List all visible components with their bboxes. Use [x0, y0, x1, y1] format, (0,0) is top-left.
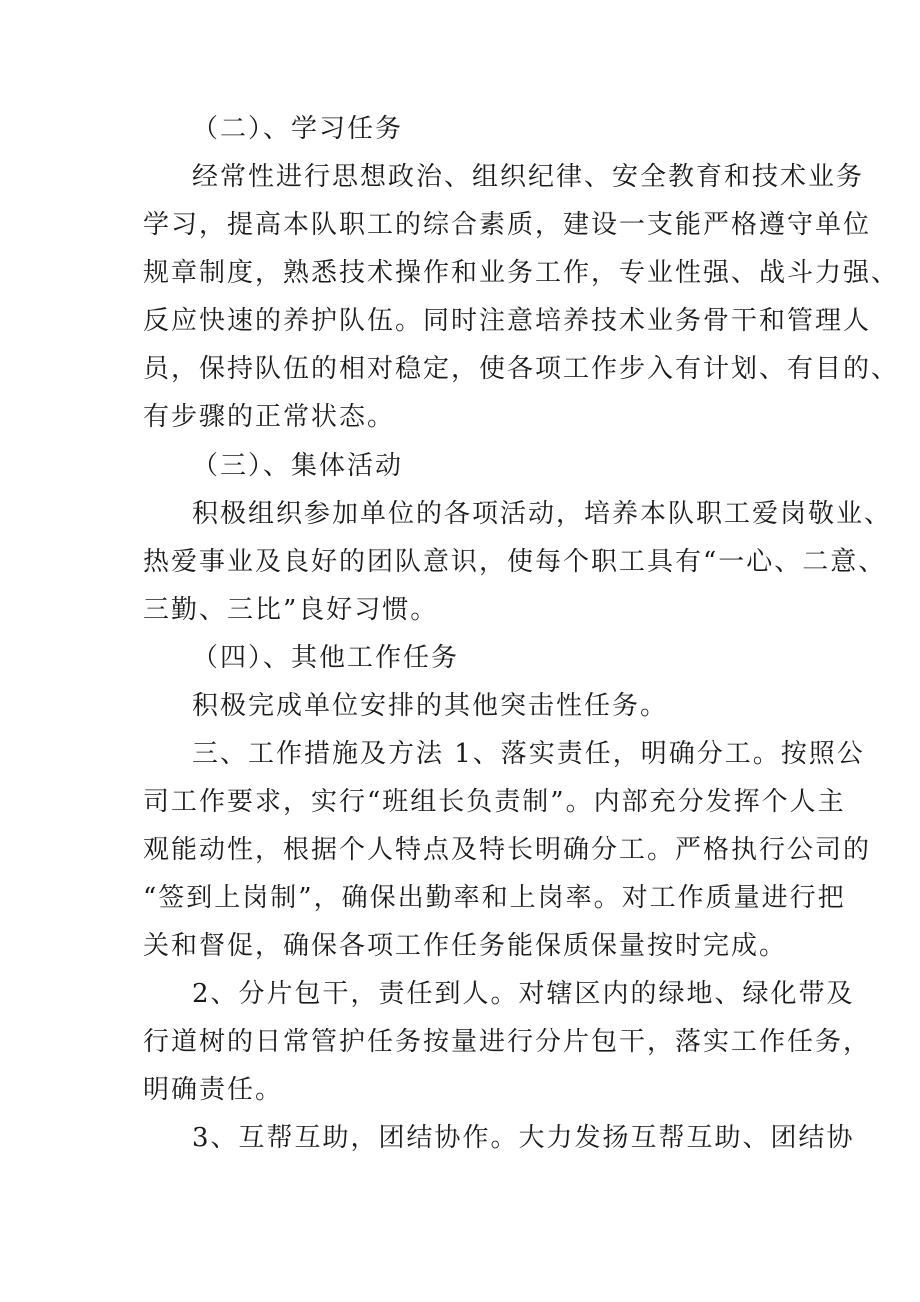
paragraph-line: 员，保持队伍的相对稳定，使各项工作步入有计划、有目的、 — [143, 354, 900, 384]
paragraph-line: 3、互帮互助，团结协作。大力发扬互帮互助、团结协 — [192, 1123, 855, 1153]
paragraph-line: 三勤、三比”良好习惯。 — [143, 595, 439, 625]
paragraph-line: 2、分片包干，责任到人。对辖区内的绿地、绿化带及 — [192, 979, 855, 1009]
paragraph-line: 积极组织参加单位的各项活动，培养本队职工爱岗敬业、 — [192, 499, 893, 529]
paragraph-line: 热爱事业及良好的团队意识，使每个职工具有“一心、二意、 — [143, 547, 887, 577]
section-heading-other-tasks: （四）、其他工作任务 — [192, 643, 460, 673]
paragraph-line: 经常性进行思想政治、组织纪律、安全教育和技术业务 — [192, 162, 865, 192]
paragraph-line: 观能动性，根据个人特点及特长明确分工。严格执行公司的 — [143, 835, 872, 865]
paragraph-line: 学习，提高本队职工的综合素质，建设一支能严格遵守单位 — [143, 210, 872, 240]
paragraph-line: 行道树的日常管护任务按量进行分片包干，落实工作任务， — [143, 1027, 872, 1057]
paragraph-line: 反应快速的养护队伍。同时注意培养技术业务骨干和管理人 — [143, 306, 872, 336]
section-heading-measures: 三、工作措施及方法 1、落实责任，明确分工。按照公 — [192, 739, 865, 769]
paragraph-line: 明确责任。 — [143, 1075, 284, 1105]
paragraph-line: “签到上岗制”，确保出勤率和上岗率。对工作质量进行把 — [143, 883, 846, 913]
paragraph-line: 关和督促，确保各项工作任务能保质保量按时完成。 — [143, 931, 788, 961]
paragraph-line: 规章制度，熟悉技术操作和业务工作，专业性强、战斗力强、 — [143, 258, 900, 288]
section-heading-group-activities: （三）、集体活动 — [192, 451, 404, 481]
paragraph-line: 有步骤的正常状态。 — [143, 402, 396, 432]
paragraph-line: 司工作要求，实行“班组长负责制”。内部充分发挥个人主 — [143, 787, 846, 817]
section-heading-study-tasks: （二）、学习任务 — [192, 114, 404, 144]
paragraph-line: 积极完成单位安排的其他突击性任务。 — [192, 691, 669, 721]
